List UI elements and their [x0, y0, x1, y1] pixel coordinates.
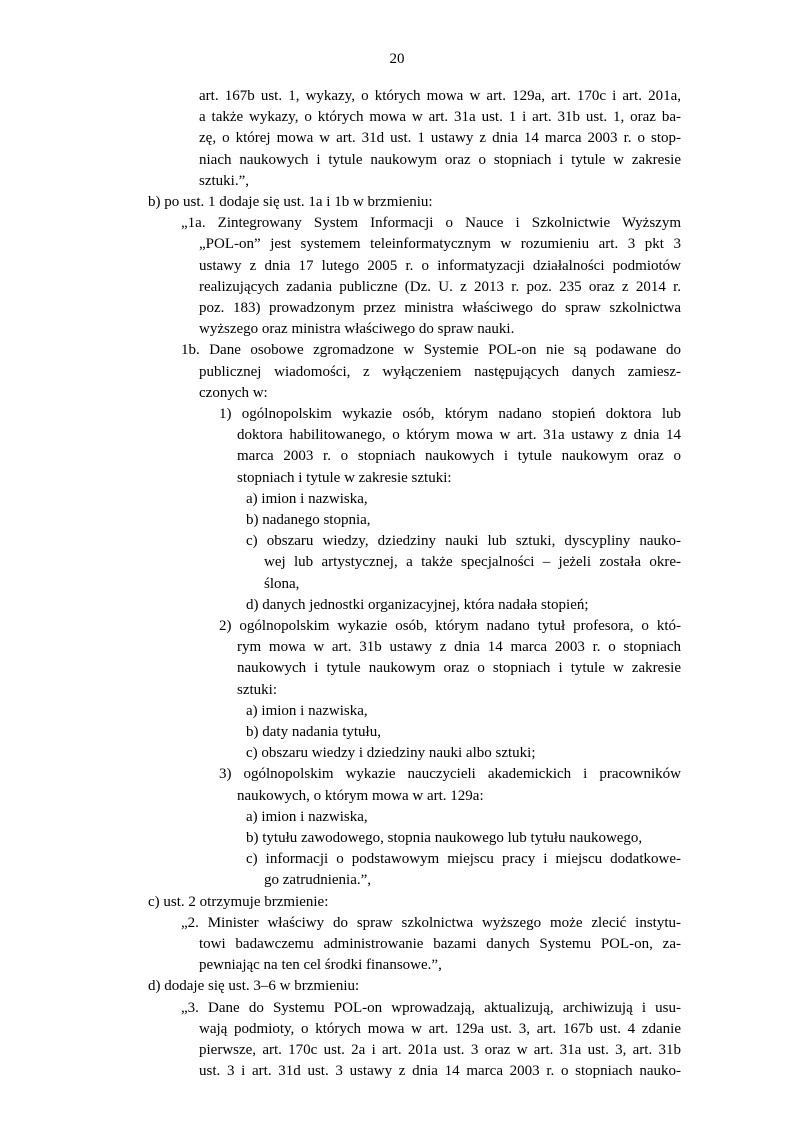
text-line: czonych w:	[199, 384, 268, 401]
text-line: c) informacji o podstawowym miejscu pracy i miejscu dodatkowe-	[246, 851, 681, 868]
text-line: niach naukowych i tytule naukowym oraz o stopniach i tytule w zakresie	[199, 151, 681, 168]
text-line: stopniach i tytule w zakresie sztuki:	[237, 469, 452, 486]
text-line: marca 2003 r. o stopniach naukowych i tytule naukowym oraz o	[237, 448, 681, 465]
text-line: b) nadanego stopnia,	[246, 512, 371, 528]
text-line: ślona,	[264, 575, 300, 592]
text-line: towi badawczemu administrowanie bazami danych Systemu POL-on, za-	[199, 936, 681, 952]
text-line: doktora habilitowanego, o którym mowa w art. 31a ustawy z dnia 14	[237, 427, 681, 444]
text-line: naukowych i tytule naukowym oraz o stopniach i tytule w zakresie	[237, 660, 681, 677]
text-line: sztuki:	[237, 681, 277, 698]
text-line: wają podmioty, o których mowa w art. 129a ust. 3, art. 167b ust. 4 zdanie	[199, 1020, 681, 1037]
text-line: 2) ogólnopolskim wykazie osób, którym nadano tytuł profesora, o któ-	[219, 618, 681, 634]
text-line: a) imion i nazwiska,	[246, 808, 368, 825]
text-line: b) daty nadania tytułu,	[246, 724, 381, 740]
text-line: rym mowa w art. 31b ustawy z dnia 14 marca 2003 r. o stopniach	[237, 639, 681, 656]
text-line: pewniając na ten cel środki finansowe.”,	[199, 957, 442, 974]
text-line: a także wykazy, o których mowa w art. 31a ust. 1 i art. 31b ust. 1, oraz ba-	[199, 109, 681, 126]
text-line: d) dodaje się ust. 3–6 w brzmieniu:	[148, 978, 360, 995]
text-line: zę, o której mowa w art. 31d ust. 1 ustawy z dnia 14 marca 2003 r. o stop-	[199, 130, 681, 147]
text-line: b) tytułu zawodowego, stopnia naukowego lub tytułu naukowego,	[246, 830, 643, 846]
text-line: poz. 183) prowadzonym przez ministra właściwego do spraw szkolnictwa	[199, 300, 681, 316]
text-line: art. 167b ust. 1, wykazy, o których mowa w art. 129a, art. 170c i art. 201a,	[199, 88, 681, 104]
text-line: c) obszaru wiedzy, dziedziny nauki lub sztuki, dyscypliny nauko-	[246, 533, 681, 550]
text-line: a) imion i nazwiska,	[246, 702, 368, 719]
text-line: wej lub artystycznej, a także specjalności – jeżeli została okre-	[264, 554, 681, 571]
text-line: c) ust. 2 otrzymuje brzmienie:	[148, 893, 329, 910]
text-line: 3) ogólnopolskim wykazie nauczycieli akademickich i pracowników	[219, 766, 681, 783]
text-line: d) danych jednostki organizacyjnej, która nadała stopień;	[246, 596, 589, 613]
page-number: 20	[389, 51, 405, 67]
text-line: ust. 3 i art. 31d ust. 3 ustawy z dnia 14 marca 2003 r. o stopniach nauko-	[199, 1063, 681, 1080]
text-line: pierwsze, art. 170c ust. 2a i art. 201a ust. 3 oraz w art. 31a ust. 3, art. 31b	[199, 1042, 681, 1058]
text-line: „3. Dane do Systemu POL-on wprowadzają, aktualizują, archiwizują i usu-	[181, 999, 681, 1016]
text-line: ustawy z dnia 17 lutego 2005 r. o informatyzacji działalności podmiotów	[199, 257, 681, 274]
text-line: „1a. Zintegrowany System Informacji o Nauce i Szkolnictwie Wyższym	[181, 215, 681, 232]
text-line: realizujących zadania publiczne (Dz. U. z 2013 r. poz. 235 oraz z 2014 r.	[199, 278, 681, 295]
text-line: 1b. Dane osobowe zgromadzone w Systemie POL-on nie są podawane do	[181, 342, 681, 359]
text-line: a) imion i nazwiska,	[246, 490, 368, 507]
text-line: b) po ust. 1 dodaje się ust. 1a i 1b w brzmieniu:	[148, 194, 433, 210]
text-line: sztuki.”,	[199, 172, 249, 189]
text-line: 1) ogólnopolskim wykazie osób, którym nadano stopień doktora lub	[219, 406, 681, 422]
text-line: c) obszaru wiedzy i dziedziny nauki albo sztuki;	[246, 745, 536, 762]
text-line: „2. Minister właściwy do spraw szkolnictwa wyższego może zlecić instytu-	[181, 914, 681, 931]
text-line: „POL-on” jest systemem teleinformatycznym w rozumieniu art. 3 pkt 3	[199, 236, 681, 253]
text-line: publicznej wiadomości, z wyłączeniem następujących danych zamiesz-	[199, 363, 681, 380]
text-line: go zatrudnienia.”,	[264, 872, 372, 889]
text-line: naukowych, o którym mowa w art. 129a:	[237, 787, 484, 804]
text-line: wyższego oraz ministra właściwego do spraw nauki.	[199, 321, 515, 338]
